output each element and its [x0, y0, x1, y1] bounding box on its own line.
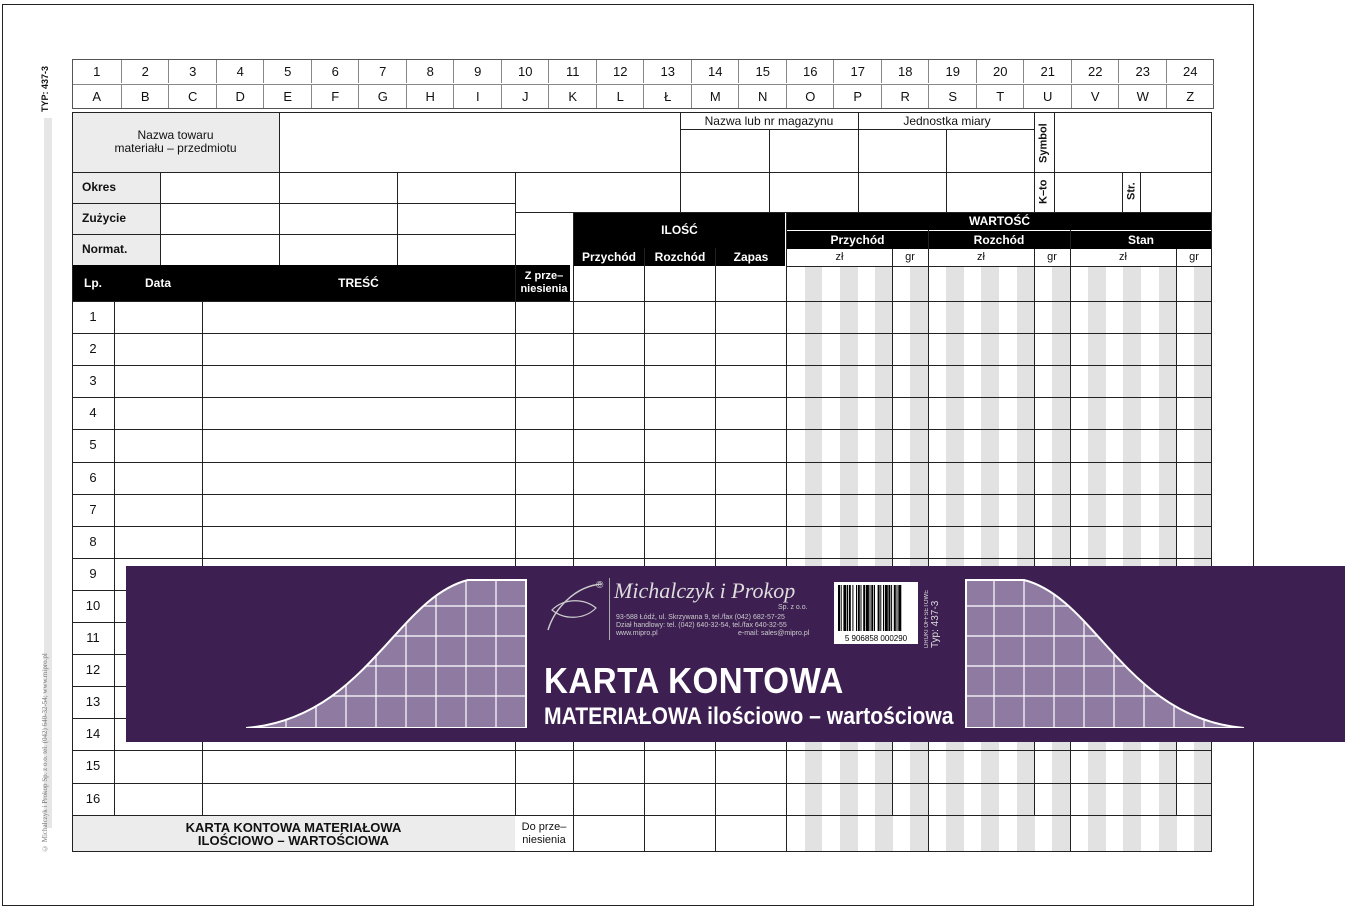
column-number: 7 — [358, 60, 407, 83]
item-name-label — [72, 120, 279, 164]
column-stripe — [875, 267, 893, 852]
row-number: 7 — [89, 501, 97, 517]
company-name: Michalczyk i Prokop — [614, 578, 796, 603]
row-number: 3 — [89, 373, 97, 389]
item-name-label-line1: Nazwa towaru — [137, 128, 214, 142]
column-stripe — [1017, 267, 1035, 852]
column-letter: U — [1023, 84, 1072, 108]
column-letter: L — [596, 84, 645, 108]
column-letter: V — [1071, 84, 1120, 108]
v-line — [279, 172, 280, 265]
column-letter: Ł — [643, 84, 692, 108]
outer-bottom — [72, 851, 1212, 852]
barcode-bar — [858, 585, 860, 631]
column-letter: A — [73, 84, 121, 108]
barcode-bars — [834, 582, 918, 634]
gr-label: gr — [1047, 251, 1057, 263]
column-letter: H — [406, 84, 455, 108]
column-letter: M — [691, 84, 740, 108]
v-line — [644, 248, 645, 852]
row-number: 1 — [89, 309, 97, 324]
val-balance-label: Stan — [1127, 232, 1154, 247]
item-name-label-line2: materiału – przedmiotu — [114, 141, 237, 155]
column-letter: Z — [1166, 84, 1215, 108]
v-line — [769, 129, 770, 212]
period-label: Okres — [82, 180, 117, 194]
column-letter: O — [786, 84, 835, 108]
usage-label: Zużycie — [82, 211, 127, 225]
barcode-number: 5 906858 000290 — [844, 634, 908, 643]
v-line — [397, 172, 398, 265]
barcode-bar — [885, 585, 888, 631]
row-line — [72, 462, 1212, 463]
column-letter: N — [738, 84, 787, 108]
column-stripe — [1194, 267, 1212, 852]
column-number: 6 — [311, 60, 360, 83]
column-letter: E — [263, 84, 312, 108]
qty-income-label: Przychód — [581, 249, 636, 264]
lp-label: Lp. — [84, 275, 102, 290]
outer-top — [72, 112, 1212, 113]
barcode-bar — [863, 585, 865, 631]
row-line — [72, 526, 1212, 527]
column-index-header — [72, 59, 1214, 109]
zl-label: zł — [977, 251, 985, 263]
footer-title-line1: KARTA KONTOWA MATERIAŁOWA — [185, 820, 402, 835]
val-income-label: Przychód — [830, 232, 885, 247]
column-number: 17 — [833, 60, 882, 83]
row-line — [72, 750, 1212, 751]
h-line — [680, 129, 1034, 130]
v-line — [573, 212, 574, 852]
column-letter: C — [168, 84, 217, 108]
row-line — [72, 783, 1212, 784]
to-carry-forward-line1: Do prze– — [521, 821, 567, 833]
column-number: 2 — [121, 60, 170, 83]
product-band — [126, 566, 1345, 742]
barcode-bar — [870, 585, 871, 631]
carried-forward-line2: niesienia — [520, 283, 568, 295]
unit-label: Jednostka miary — [903, 113, 991, 128]
column-number: 12 — [596, 60, 645, 83]
page-label: Str. — [1125, 182, 1138, 200]
row-line — [72, 301, 1212, 302]
barcode-bar — [838, 585, 840, 631]
barcode — [834, 582, 918, 644]
column-letter: T — [976, 84, 1025, 108]
row-number: 16 — [85, 790, 101, 806]
right-curve-graphic — [964, 578, 1246, 728]
web-line — [616, 630, 816, 638]
column-number: 15 — [738, 60, 787, 83]
barcode-bar — [841, 585, 842, 631]
zl-label: zł — [835, 251, 844, 263]
document-subtitle: MATERIAŁOWA ilościowo – wartościowa — [544, 703, 954, 730]
row-number: 14 — [85, 726, 101, 742]
column-stripe — [981, 267, 999, 852]
account-label: K–to — [1037, 179, 1050, 205]
barcode-bar — [866, 585, 869, 631]
column-letter: G — [358, 84, 407, 108]
row-number: 6 — [89, 469, 97, 485]
to-carry-forward-label — [515, 817, 573, 851]
company-suffix: Sp. z o.o. — [778, 604, 808, 611]
column-stripe — [1123, 267, 1141, 852]
column-stripe — [946, 267, 964, 852]
column-number: 16 — [786, 60, 835, 83]
barcode-bar — [871, 585, 873, 631]
column-number: 21 — [1023, 60, 1072, 83]
column-number: 23 — [1118, 60, 1167, 83]
column-letter: K — [548, 84, 597, 108]
v-name-right — [279, 112, 280, 172]
symbol-label: Symbol — [1037, 123, 1050, 163]
row-line — [72, 397, 1212, 398]
v-line — [786, 212, 787, 852]
logo-divider — [609, 578, 610, 640]
column-stripe — [840, 267, 858, 852]
row-line — [72, 365, 1212, 366]
column-number: 13 — [643, 60, 692, 83]
row-line — [72, 429, 1212, 430]
column-letter: R — [881, 84, 930, 108]
column-number: 14 — [691, 60, 740, 83]
quantity-label: ILOŚĆ — [661, 222, 698, 237]
column-stripe — [1088, 267, 1106, 852]
barcode-bar — [897, 585, 898, 631]
row-number: 9 — [89, 565, 97, 581]
row-line — [72, 333, 1212, 334]
banner-type-label: Typ: 437-3 — [930, 600, 941, 648]
v-line — [946, 129, 947, 212]
column-number: 11 — [548, 60, 597, 83]
publisher-credit: © Michalczyk i Prokop Sp. z o.o. tel. (042) 640-32-54; www.mipro.pl — [41, 653, 49, 852]
print-type-block — [924, 578, 950, 648]
copyright-mark: © — [596, 580, 604, 591]
carried-forward-line1: Z prze– — [524, 270, 564, 282]
column-stripe — [805, 267, 823, 852]
column-letter: S — [928, 84, 977, 108]
barcode-bar — [888, 585, 890, 631]
row-number: 5 — [89, 437, 97, 453]
web-address: www.mipro.pl — [616, 630, 658, 637]
to-carry-forward-line2: niesienia — [522, 834, 566, 846]
row-line — [72, 558, 1212, 559]
qty-stock-label: Zapas — [733, 249, 769, 264]
column-letter: D — [216, 84, 265, 108]
column-number: 4 — [216, 60, 265, 83]
address-line: 93-588 Łódź, ul. Skrzywana 9, tel./fax (042) 682-57-25 — [616, 614, 785, 621]
barcode-bar — [898, 585, 901, 631]
gr-label: gr — [1189, 251, 1199, 263]
barcode-bar — [843, 585, 846, 631]
row-number: 8 — [89, 533, 97, 549]
warehouse-label: Nazwa lub nr magazynu — [704, 113, 834, 128]
column-number: 9 — [453, 60, 502, 83]
barcode-bar — [852, 585, 853, 631]
norm-label: Normat. — [82, 242, 128, 256]
column-number: 10 — [501, 60, 550, 83]
v-line — [1054, 112, 1055, 212]
offset-print-label: DRUKI OFFSETOWE — [924, 589, 930, 648]
column-stripe — [1052, 267, 1070, 852]
v-line — [715, 248, 716, 852]
row-line — [72, 494, 1212, 495]
barcode-bar — [880, 585, 881, 631]
barcode-bar — [874, 585, 875, 631]
email-address: e-mail: sales@mipro.pl — [738, 630, 810, 637]
value-label: WARTOŚĆ — [968, 213, 1031, 228]
phones-line: Dział handlowy: tel. (042) 640-32-54, tel./fax 640-32-55 — [616, 622, 787, 629]
column-number: 3 — [168, 60, 217, 83]
qty-outgo-label: Rozchód — [654, 249, 706, 264]
left-curve-graphic — [246, 578, 528, 728]
barcode-bar — [861, 585, 862, 631]
barcode-bar — [856, 585, 857, 631]
row-number: 2 — [89, 341, 97, 357]
barcode-bar — [891, 585, 892, 631]
row-number: 15 — [85, 758, 101, 774]
company-address — [616, 614, 816, 638]
column-number: 19 — [928, 60, 977, 83]
h-line — [787, 266, 1212, 267]
column-letter: I — [453, 84, 502, 108]
carried-forward-label — [515, 265, 573, 301]
footer-top-line — [72, 815, 1212, 816]
barcode-bar — [847, 585, 848, 631]
row-number: 4 — [89, 405, 97, 421]
column-letter: B — [121, 84, 170, 108]
column-stripe — [910, 267, 928, 852]
line-okres-top — [72, 172, 1212, 173]
column-letter: W — [1118, 84, 1167, 108]
val-outgo-label: Rozchód — [973, 232, 1025, 247]
footer-title-line2: ILOŚCIOWO – WARTOŚCIOWA — [197, 833, 390, 848]
column-number: 5 — [263, 60, 312, 83]
column-letter: P — [833, 84, 882, 108]
column-number: 20 — [976, 60, 1025, 83]
row-number: 12 — [85, 662, 101, 678]
column-number: 24 — [1166, 60, 1215, 83]
row-number: 11 — [86, 630, 100, 645]
form-type-label: TYP: 437-3 — [40, 65, 50, 112]
barcode-bar — [894, 585, 896, 631]
zl-label: zł — [1119, 251, 1127, 263]
column-number: 1 — [93, 64, 101, 79]
row-number: 10 — [85, 597, 101, 613]
row-number: 13 — [85, 694, 101, 710]
column-number: 8 — [406, 60, 455, 83]
column-stripe — [1159, 267, 1177, 852]
barcode-bar — [878, 585, 880, 631]
v-line — [1070, 230, 1071, 852]
barcode-bar — [883, 585, 884, 631]
column-number: 22 — [1071, 60, 1120, 83]
gr-label: gr — [905, 251, 915, 263]
date-label: Data — [144, 275, 171, 290]
barcode-bar — [849, 585, 851, 631]
footer-title — [72, 817, 515, 851]
description-label: TREŚĆ — [338, 275, 379, 290]
column-letter: F — [311, 84, 360, 108]
column-number: 18 — [881, 60, 930, 83]
document-title: KARTA KONTOWA — [544, 660, 844, 701]
v-line — [114, 301, 115, 815]
v-line — [928, 230, 929, 852]
column-letter: J — [501, 84, 550, 108]
